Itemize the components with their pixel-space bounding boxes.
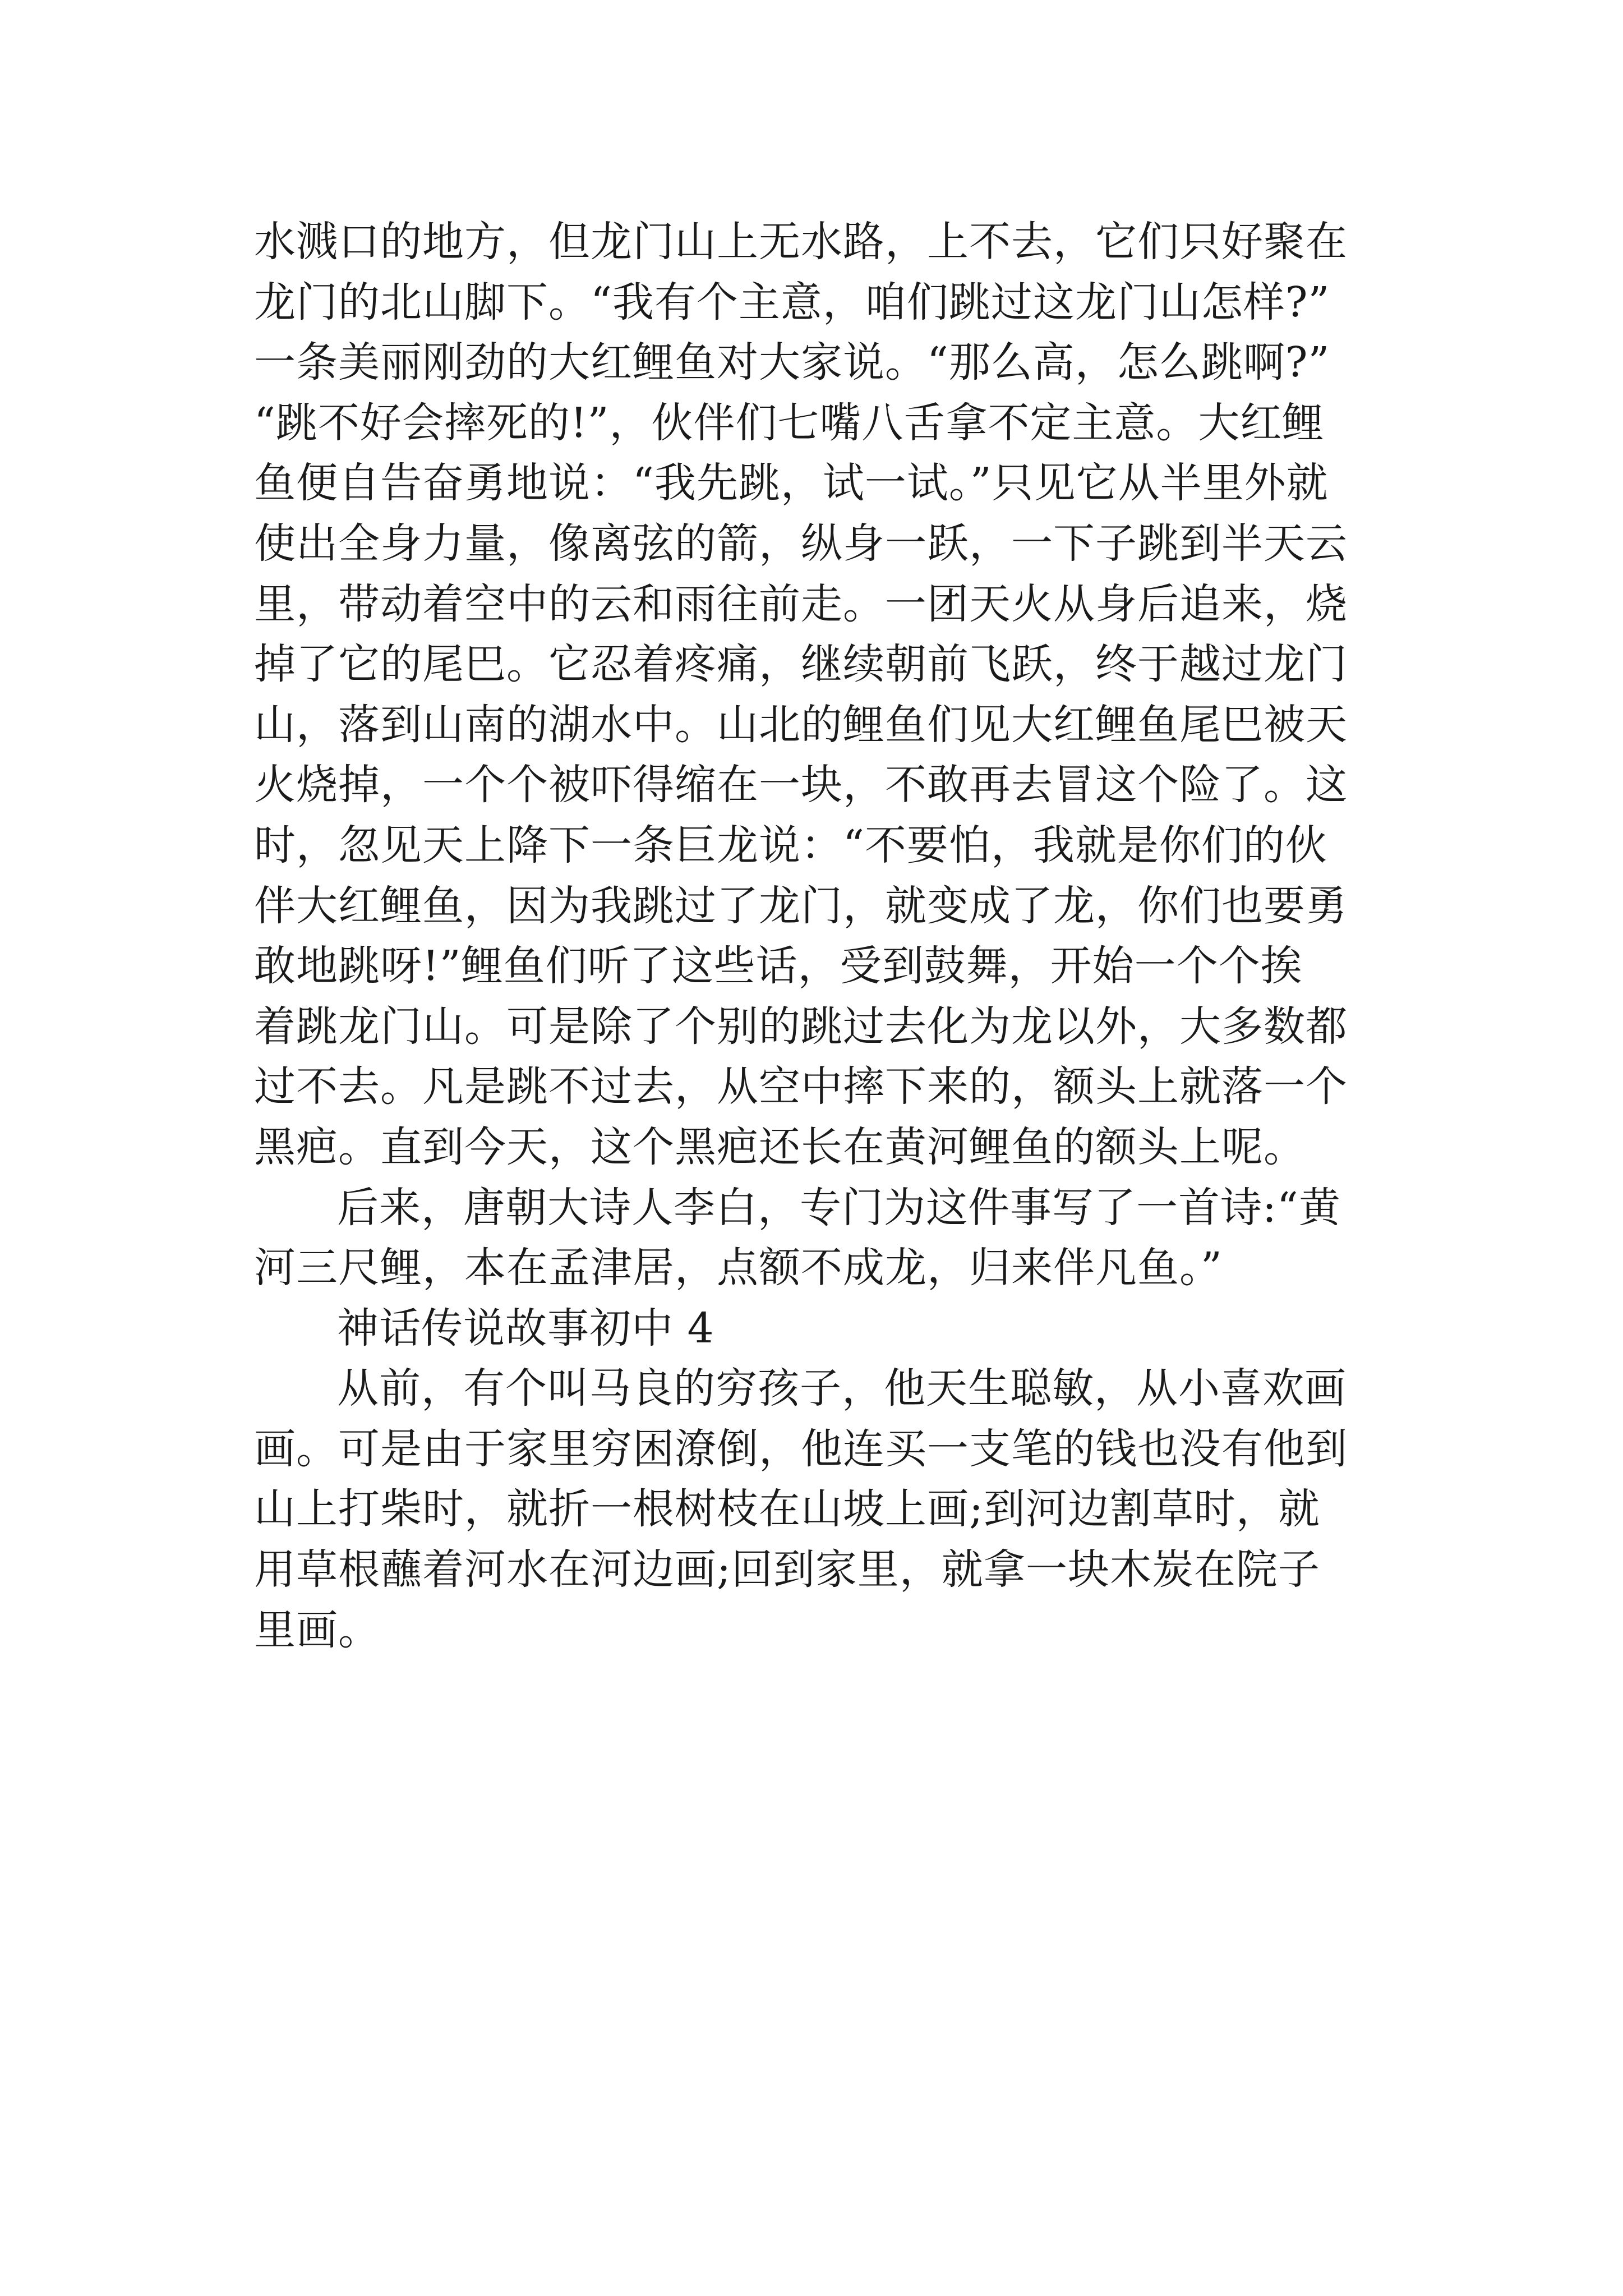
text-line: 过不去。凡是跳不过去，从空中摔下来的，额头上就落一个: [254, 1062, 1348, 1111]
text-line: 时，忽见天上降下一条巨龙说：“不要怕，我就是你们的伙: [254, 821, 1327, 869]
text-line: 火烧掉，一个个被吓得缩在一块，不敢再去冒这个险了。这: [254, 761, 1348, 809]
paragraph-start-line: 从前，有个叫马良的穷孩子，他天生聪敏，从小喜欢画: [337, 1364, 1347, 1413]
text-line: 黑疤。直到今天，这个黑疤还长在黄河鲤鱼的额头上呢。: [254, 1122, 1306, 1171]
paragraph-start-line: 后来，唐朝大诗人李白，专门为这件事写了一首诗:“黄: [337, 1183, 1341, 1232]
body-text: [254, 212, 1376, 1660]
text-line: “跳不好会摔死的!”，伙伴们七嘴八舌拿不定主意。大红鲤: [254, 398, 1325, 447]
text-line: 敢地跳呀!”鲤鱼们听了这些话，受到鼓舞，开始一个个挨: [254, 942, 1303, 991]
text-line: 使出全身力量，像离弦的箭，纵身一跃，一下子跳到半天云: [254, 519, 1348, 568]
text-line: 山，落到山南的湖水中。山北的鲤鱼们见大红鲤鱼尾巴被天: [254, 700, 1348, 749]
text-line: 画。可是由于家里穷困潦倒，他连买一支笔的钱也没有他到: [254, 1424, 1348, 1473]
text-line: 山上打柴时，就折一根树枝在山坡上画;到河边割草时，就: [254, 1485, 1320, 1534]
text-line: 用草根蘸着河水在河边画;回到家里，就拿一块木炭在院子: [254, 1545, 1320, 1594]
text-line: 龙门的北山脚下。“我有个主意，咱们跳过这龙门山怎样?”: [254, 278, 1330, 326]
text-line: 水溅口的地方，但龙门山上无水路，上不去，它们只好聚在: [254, 218, 1348, 266]
text-line: 着跳龙门山。可是除了个别的跳过去化为龙以外，大多数都: [254, 1002, 1348, 1051]
text-line: 鱼便自告奋勇地说：“我先跳，试一试。”只见它从半里外就: [254, 459, 1329, 508]
text-line: 伴大红鲤鱼，因为我跳过了龙门，就变成了龙，你们也要勇: [254, 881, 1348, 930]
section-heading: 神话传说故事初中 4: [337, 1304, 714, 1352]
text-line: 里画。: [254, 1605, 380, 1654]
text-line: 里，带动着空中的云和雨往前走。一团天火从身后追来，烧: [254, 579, 1348, 628]
text-line: 一条美丽刚劲的大红鲤鱼对大家说。“那么高，怎么跳啊?”: [254, 338, 1330, 387]
text-line: 掉了它的尾巴。它忍着疼痛，继续朝前飞跃，终于越过龙门: [254, 640, 1348, 689]
text-line: 河三尺鲤，本在孟津居，点额不成龙，归来伴凡鱼。”: [254, 1244, 1223, 1292]
